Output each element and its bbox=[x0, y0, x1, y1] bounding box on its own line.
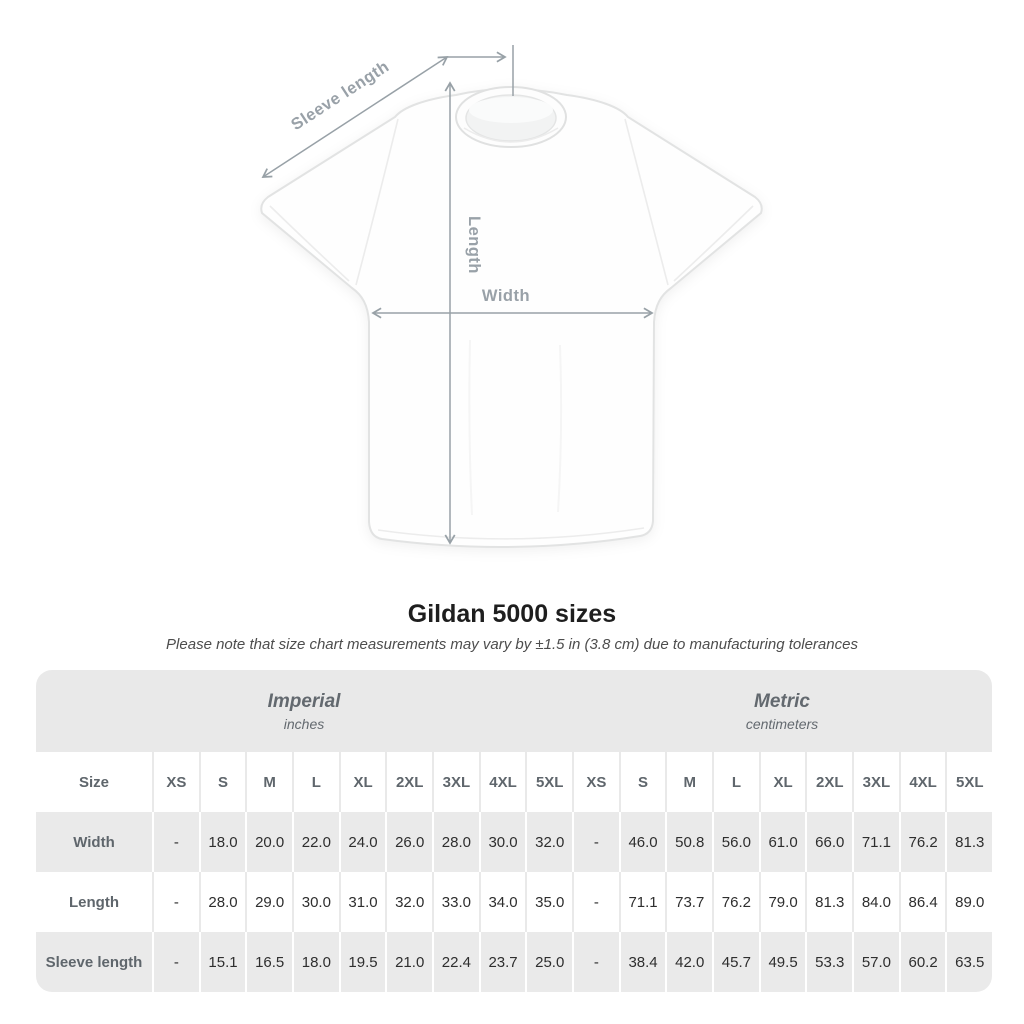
size-col-header: M bbox=[665, 752, 712, 812]
value-cell: 79.0 bbox=[759, 872, 806, 932]
size-col-header: XL bbox=[759, 752, 806, 812]
value-cell: - bbox=[152, 872, 199, 932]
value-cell: 50.8 bbox=[665, 812, 712, 872]
size-table bbox=[36, 670, 992, 992]
value-cell: 32.0 bbox=[525, 812, 572, 872]
value-cell: 16.5 bbox=[245, 932, 292, 992]
size-col-header: L bbox=[292, 752, 339, 812]
value-cell: 66.0 bbox=[805, 812, 852, 872]
width-label: Width bbox=[481, 287, 531, 305]
length-label: Length bbox=[465, 216, 483, 274]
unit-header-band bbox=[36, 670, 992, 752]
value-cell: 81.3 bbox=[805, 872, 852, 932]
size-col-header: XS bbox=[152, 752, 199, 812]
imperial-sublabel: inches bbox=[283, 715, 325, 732]
value-cell: 45.7 bbox=[712, 932, 759, 992]
row-label: Width bbox=[73, 833, 115, 851]
size-col-header: S bbox=[199, 752, 246, 812]
size-col-header: 5XL bbox=[525, 752, 572, 812]
size-col-header: XS bbox=[572, 752, 619, 812]
tshirt-body-shape bbox=[261, 89, 762, 547]
value-cell: - bbox=[572, 932, 619, 992]
value-cell: 46.0 bbox=[619, 812, 666, 872]
value-cell: 35.0 bbox=[525, 872, 572, 932]
value-cell: 76.2 bbox=[712, 872, 759, 932]
collar-back-fabric bbox=[469, 97, 553, 123]
value-cell: 42.0 bbox=[665, 932, 712, 992]
value-cell: 73.7 bbox=[665, 872, 712, 932]
size-column-header: Size bbox=[78, 773, 109, 791]
sleeve-length-row bbox=[36, 932, 992, 992]
value-cell: 89.0 bbox=[945, 872, 992, 932]
size-col-header: 2XL bbox=[385, 752, 432, 812]
imperial-label: Imperial bbox=[267, 690, 341, 712]
size-header-row bbox=[36, 752, 992, 812]
width-row bbox=[36, 812, 992, 872]
page-title: Gildan 5000 sizes bbox=[407, 600, 617, 628]
value-cell: 30.0 bbox=[292, 872, 339, 932]
imperial-header bbox=[36, 670, 572, 752]
length-row bbox=[36, 872, 992, 932]
metric-header bbox=[572, 670, 992, 752]
size-col-header: 4XL bbox=[479, 752, 526, 812]
value-cell: - bbox=[572, 812, 619, 872]
value-cell: 71.1 bbox=[619, 872, 666, 932]
value-cell: 21.0 bbox=[385, 932, 432, 992]
value-cell: 18.0 bbox=[292, 932, 339, 992]
value-cell: 86.4 bbox=[899, 872, 946, 932]
value-cell: - bbox=[152, 932, 199, 992]
value-cell: 49.5 bbox=[759, 932, 806, 992]
value-cell: 53.3 bbox=[805, 932, 852, 992]
row-label: Sleeve length bbox=[45, 953, 143, 971]
size-col-header: 3XL bbox=[852, 752, 899, 812]
size-col-header: L bbox=[712, 752, 759, 812]
value-cell: 33.0 bbox=[432, 872, 479, 932]
value-cell: 22.4 bbox=[432, 932, 479, 992]
value-cell: 22.0 bbox=[292, 812, 339, 872]
value-cell: 15.1 bbox=[199, 932, 246, 992]
value-cell: 19.5 bbox=[339, 932, 386, 992]
value-cell: 76.2 bbox=[899, 812, 946, 872]
size-col-header: 3XL bbox=[432, 752, 479, 812]
value-cell: 25.0 bbox=[525, 932, 572, 992]
value-cell: 60.2 bbox=[899, 932, 946, 992]
value-cell: 71.1 bbox=[852, 812, 899, 872]
value-cell: 32.0 bbox=[385, 872, 432, 932]
value-cell: 61.0 bbox=[759, 812, 806, 872]
value-cell: 23.7 bbox=[479, 932, 526, 992]
size-col-header: 2XL bbox=[805, 752, 852, 812]
value-cell: 28.0 bbox=[199, 872, 246, 932]
value-cell: 26.0 bbox=[385, 812, 432, 872]
value-cell: 34.0 bbox=[479, 872, 526, 932]
value-cell: 63.5 bbox=[945, 932, 992, 992]
value-cell: 24.0 bbox=[339, 812, 386, 872]
tshirt-graphic bbox=[261, 87, 762, 547]
value-cell: 20.0 bbox=[245, 812, 292, 872]
size-col-header: 4XL bbox=[899, 752, 946, 812]
row-label: Length bbox=[69, 893, 119, 911]
value-cell: 29.0 bbox=[245, 872, 292, 932]
sleeve-length-label: Sleeve length bbox=[288, 57, 393, 135]
tolerance-note: Please note that size chart measurements may vary by ±1.5 in (3.8 cm) due to manufacturing tolerances bbox=[166, 636, 858, 653]
size-col-header: S bbox=[619, 752, 666, 812]
value-cell: - bbox=[572, 872, 619, 932]
value-cell: 18.0 bbox=[199, 812, 246, 872]
value-cell: 38.4 bbox=[619, 932, 666, 992]
value-cell: 57.0 bbox=[852, 932, 899, 992]
size-col-header: M bbox=[245, 752, 292, 812]
value-cell: 56.0 bbox=[712, 812, 759, 872]
value-cell: 31.0 bbox=[339, 872, 386, 932]
value-cell: 30.0 bbox=[479, 812, 526, 872]
metric-sublabel: centimeters bbox=[745, 715, 819, 732]
metric-label: Metric bbox=[754, 690, 810, 712]
size-col-header: XL bbox=[339, 752, 386, 812]
size-col-header: 5XL bbox=[945, 752, 992, 812]
value-cell: 84.0 bbox=[852, 872, 899, 932]
value-cell: 81.3 bbox=[945, 812, 992, 872]
value-cell: 28.0 bbox=[432, 812, 479, 872]
value-cell: - bbox=[152, 812, 199, 872]
